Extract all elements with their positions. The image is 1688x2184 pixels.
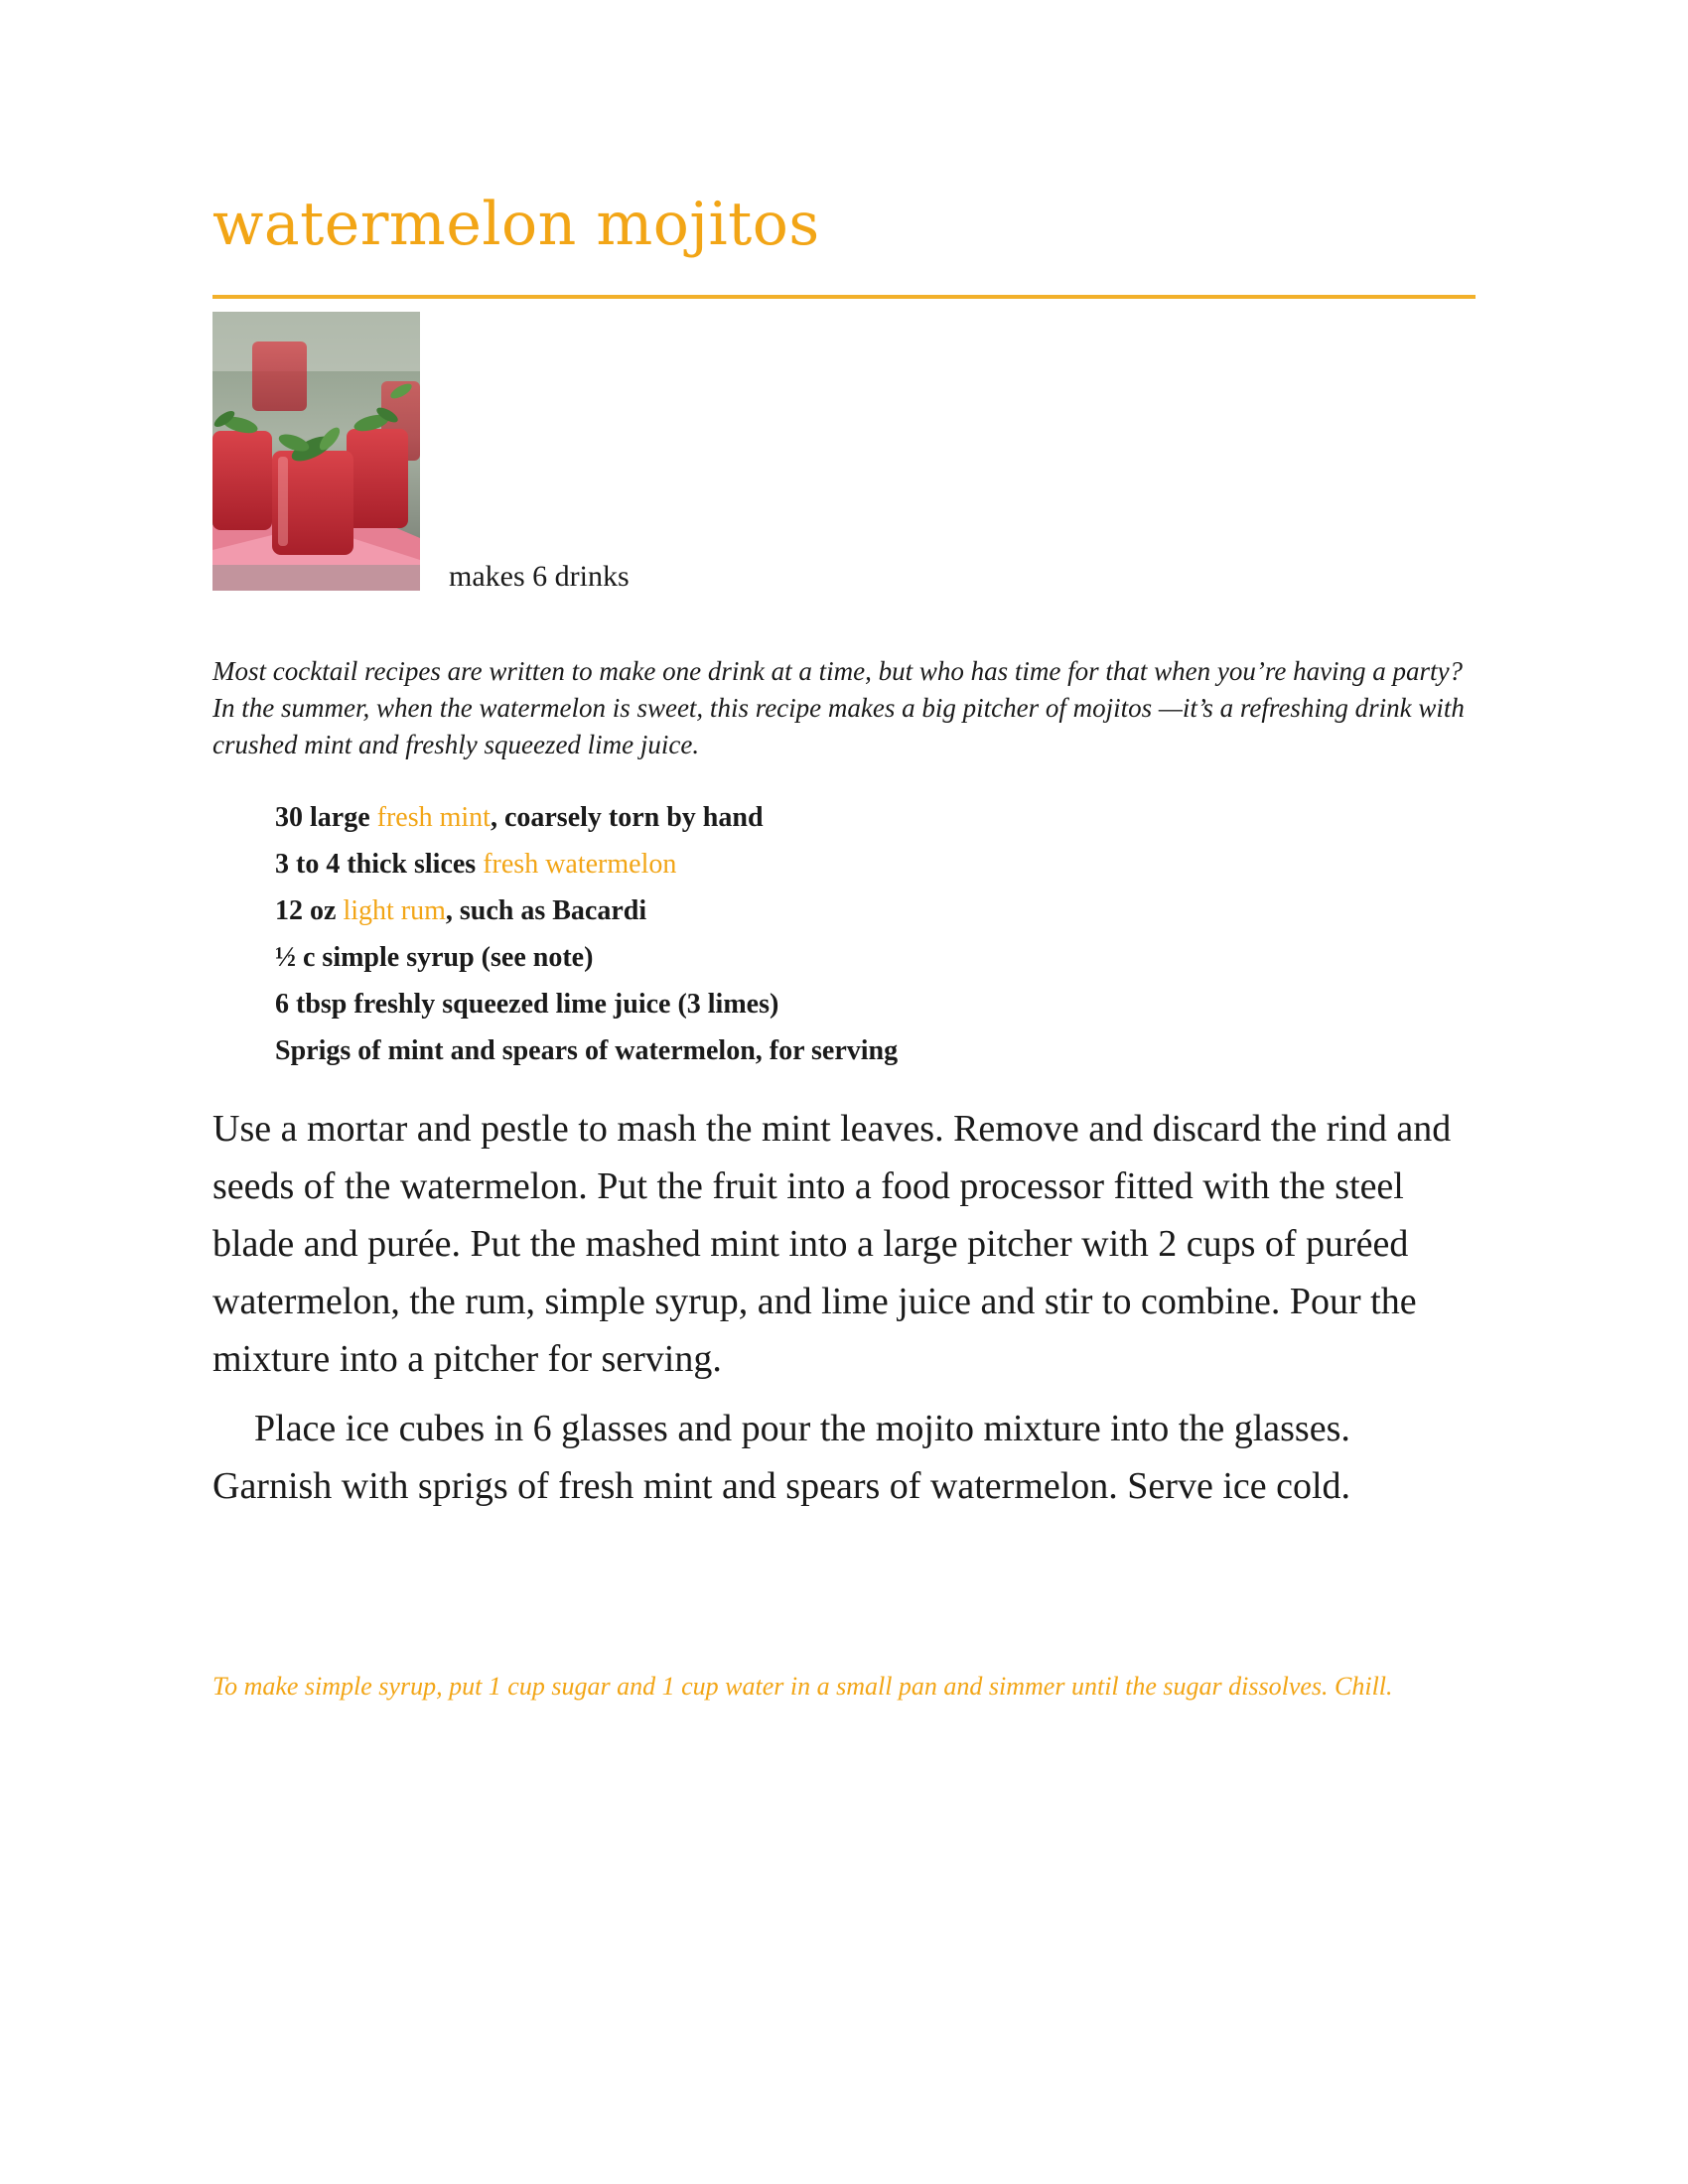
ingredient-highlight: fresh watermelon [483, 849, 677, 880]
title-divider [212, 295, 1476, 299]
recipe-intro: Most cocktail recipes are written to make one drink at a time, but who has time for that when you’re having a party? In the summer, when the watermelon is sweet, this recipe makes a big pitcher of mojitos —it’s a refreshing drink with crushed mint and freshly squeezed lime juice. [212, 656, 1465, 759]
ingredient-item: 12 oz light rum, such as Bacardi [275, 895, 647, 926]
recipe-note: To make simple syrup, put 1 cup sugar and 1 cup water in a small pan and simmer until the sugar dissolves. Chill. [212, 1672, 1393, 1701]
ingredient-item: Sprigs of mint and spears of watermelon, for serving [275, 1035, 899, 1066]
cocktail-photo [212, 312, 420, 591]
ingredient-highlight: light rum [343, 895, 446, 926]
method-paragraph: Use a mortar and pestle to mash the mint leaves. Remove and discard the rind and seeds of the watermelon. Put the fruit into a food processor fitted with the steel blade and purée. Put the mashed mint into a large pitcher with 2 cups of puréed watermelon, the rum, simple syrup, and lime juice and stir to combine. Pour the mixture into a pitcher for serving. [212, 1108, 1452, 1380]
recipe-method [212, 1100, 1476, 1515]
ingredient-highlight: fresh mint [376, 802, 491, 833]
ingredient-item: 30 large fresh mint, coarsely torn by hand [275, 802, 764, 833]
recipe-yield: makes 6 drinks [449, 560, 630, 593]
ingredient-item: 6 tbsp freshly squeezed lime juice (3 limes) [275, 989, 779, 1020]
ingredient-list [275, 794, 898, 1074]
ingredient-item: ½ c simple syrup (see note) [275, 942, 594, 973]
method-paragraph: Place ice cubes in 6 glasses and pour the mojito mixture into the glasses. Garnish with sprigs of fresh mint and spears of watermelon. Serve ice cold. [212, 1408, 1351, 1507]
recipe-title: watermelon mojitos [212, 190, 820, 259]
ingredient-item: 3 to 4 thick slices fresh watermelon [275, 849, 677, 880]
